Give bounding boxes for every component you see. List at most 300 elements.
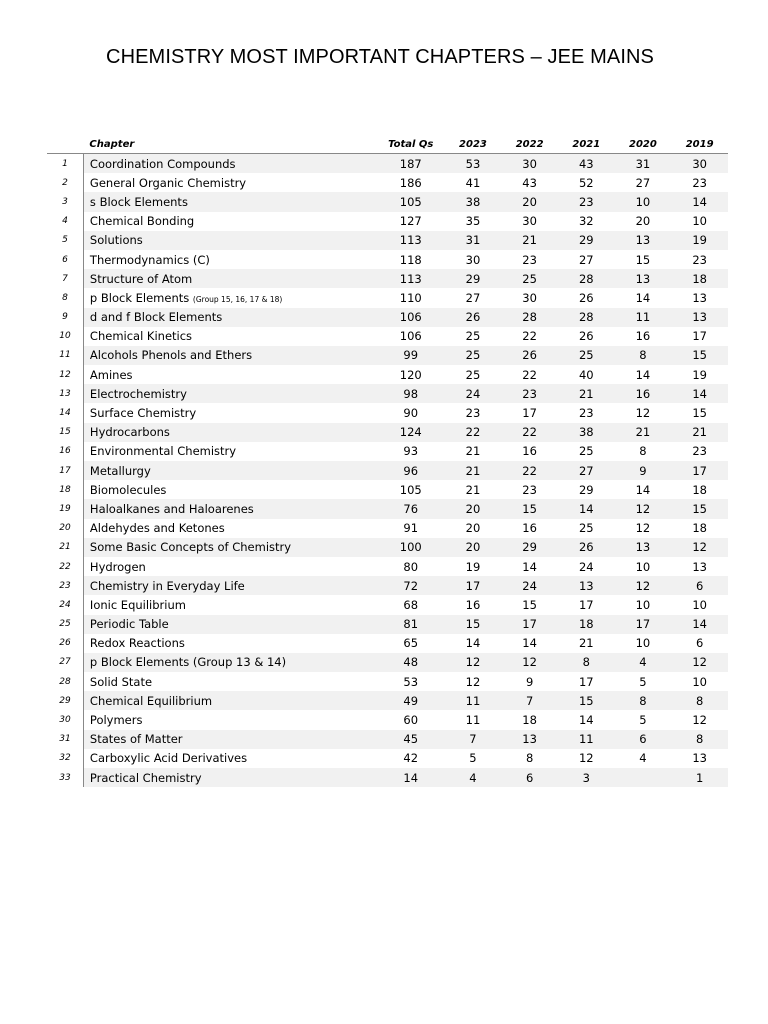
row-index: 29 <box>47 691 83 710</box>
table-row <box>47 538 728 557</box>
row-index: 21 <box>47 538 83 557</box>
chapter-name <box>83 384 376 403</box>
count-2023: 19 <box>465 559 481 574</box>
table-row <box>47 653 728 672</box>
header-index <box>47 135 83 154</box>
count-2022: 29 <box>501 538 558 557</box>
count-2020: 12 <box>615 576 672 595</box>
count-2023: 53 <box>445 154 502 174</box>
row-index: 26 <box>47 634 83 653</box>
table-row <box>47 346 728 365</box>
count-2019: 8 <box>671 730 728 749</box>
row-index: 6 <box>47 250 83 269</box>
chapter-label: Carboxylic Acid Derivatives <box>89 751 248 766</box>
count-2021: 3 <box>558 768 615 787</box>
table-row <box>47 212 728 231</box>
row-index: 4 <box>47 212 83 231</box>
total-qs: 100 <box>377 538 445 557</box>
count-2022: 17 <box>501 615 558 634</box>
row-index: 13 <box>47 384 83 403</box>
count-2019: 13 <box>671 308 728 327</box>
chapters-table <box>47 135 728 787</box>
row-index: 32 <box>47 749 83 768</box>
total-qs: 81 <box>377 615 445 634</box>
row-index: 11 <box>47 346 83 365</box>
count-2021: 25 <box>578 521 594 536</box>
chapter-name <box>83 768 376 787</box>
table-row <box>47 576 728 595</box>
chapter-name <box>83 749 376 768</box>
chapter-name <box>83 653 376 672</box>
count-2020: 14 <box>635 482 651 497</box>
table-row <box>47 423 728 442</box>
count-2022: 15 <box>501 499 558 518</box>
count-2022: 20 <box>501 192 558 211</box>
count-2022: 30 <box>501 154 558 174</box>
count-2021: 25 <box>578 444 594 459</box>
count-2019: 19 <box>692 367 707 382</box>
row-index: 22 <box>47 557 83 576</box>
total-qs: 45 <box>377 730 445 749</box>
total-qs: 60 <box>403 713 419 728</box>
chapter-label: s Block Elements <box>89 194 188 209</box>
count-2019: 18 <box>692 482 707 497</box>
table-row <box>47 154 728 174</box>
count-2019: 15 <box>692 406 707 421</box>
count-2020: 9 <box>615 461 672 480</box>
row-index: 27 <box>47 653 83 672</box>
row-index: 8 <box>47 288 83 307</box>
chapter-name <box>83 423 376 442</box>
table-row <box>47 442 728 461</box>
table-row <box>47 615 728 634</box>
row-index: 17 <box>47 461 83 480</box>
chapter-label: Some Basic Concepts of Chemistry <box>89 540 292 555</box>
count-2022: 28 <box>501 308 558 327</box>
chapter-name <box>83 672 376 691</box>
count-2023: 17 <box>445 576 502 595</box>
chapter-label: Practical Chemistry <box>89 770 202 785</box>
count-2021: 17 <box>578 674 594 689</box>
chapter-label: Solid State <box>89 674 153 689</box>
count-2020: 11 <box>615 308 672 327</box>
table-row <box>47 557 728 576</box>
chapter-name <box>83 576 376 595</box>
chapter-label: Electrochemistry <box>89 386 187 401</box>
chapter-name <box>83 250 376 269</box>
chapter-label: Chemistry in Everyday Life <box>89 578 245 593</box>
count-2022: 30 <box>522 214 537 229</box>
count-2019: 23 <box>692 444 707 459</box>
chapter-label: Amines <box>89 367 133 382</box>
chapter-label: Periodic Table <box>89 617 169 632</box>
count-2022: 24 <box>501 576 558 595</box>
count-2021: 28 <box>558 269 615 288</box>
chapter-name <box>83 538 376 557</box>
count-2021: 27 <box>578 252 594 267</box>
count-2019: 13 <box>692 290 707 305</box>
count-2023: 38 <box>445 192 502 211</box>
count-2022: 14 <box>522 636 537 651</box>
count-2020: 21 <box>615 423 672 442</box>
total-qs: 48 <box>377 653 445 672</box>
count-2022: 16 <box>522 444 537 459</box>
count-2023: 25 <box>465 329 481 344</box>
count-2019: 13 <box>692 751 707 766</box>
count-2019: 23 <box>692 175 707 190</box>
chapter-name <box>83 519 376 538</box>
table-row <box>47 730 728 749</box>
header-2019: 2019 <box>671 135 728 154</box>
count-2020: 20 <box>635 214 651 229</box>
chapter-label: Surface Chemistry <box>89 406 197 421</box>
count-2023: 21 <box>465 482 481 497</box>
count-2023: 31 <box>445 231 502 250</box>
total-qs: 99 <box>377 346 445 365</box>
chapter-name <box>83 691 376 710</box>
count-2021: 18 <box>558 615 615 634</box>
table-row <box>47 749 728 768</box>
chapter-name <box>83 231 376 250</box>
table-row <box>47 288 728 307</box>
chapter-name <box>83 192 376 211</box>
count-2023: 11 <box>445 691 502 710</box>
count-2021: 12 <box>578 751 594 766</box>
chapter-label: Alcohols Phenols and Ethers <box>89 348 253 363</box>
chapter-label: Hydrogen <box>89 559 146 574</box>
count-2022: 14 <box>522 559 537 574</box>
chapter-label: Chemical Kinetics <box>89 329 193 344</box>
count-2020: 6 <box>615 730 672 749</box>
count-2020: 10 <box>615 192 672 211</box>
total-qs: 72 <box>377 576 445 595</box>
total-qs: 124 <box>377 423 445 442</box>
count-2023: 24 <box>445 384 502 403</box>
count-2020: 8 <box>615 691 672 710</box>
count-2021: 29 <box>558 231 615 250</box>
header-2022: 2022 <box>501 135 558 154</box>
total-qs: 106 <box>377 308 445 327</box>
count-2021: 14 <box>558 499 615 518</box>
chapter-label: Structure of Atom <box>89 271 193 286</box>
chapter-label: Environmental Chemistry <box>89 444 237 459</box>
table-row <box>47 461 728 480</box>
count-2023: 4 <box>445 768 502 787</box>
count-2020: 10 <box>635 636 651 651</box>
count-2023: 20 <box>465 521 481 536</box>
count-2019: 30 <box>671 154 728 174</box>
count-2019: 14 <box>671 192 728 211</box>
count-2022: 9 <box>525 674 534 689</box>
count-2020: 12 <box>615 499 672 518</box>
count-2022: 22 <box>522 329 537 344</box>
count-2020: 13 <box>615 269 672 288</box>
chapter-name <box>83 461 376 480</box>
total-qs: 127 <box>399 214 422 229</box>
chapter-name <box>83 269 376 288</box>
table-row <box>47 327 728 346</box>
row-index: 23 <box>47 576 83 595</box>
count-2023: 12 <box>445 653 502 672</box>
count-2021: 17 <box>578 597 594 612</box>
chapter-label: Redox Reactions <box>89 636 185 651</box>
count-2020: 5 <box>639 713 647 728</box>
total-qs: 105 <box>399 482 422 497</box>
count-2019: 10 <box>692 674 707 689</box>
table-row <box>47 691 728 710</box>
count-2020: 12 <box>635 406 651 421</box>
total-qs: 106 <box>399 329 422 344</box>
count-2020: 27 <box>635 175 651 190</box>
count-2022: 43 <box>522 175 537 190</box>
chapter-label: Coordination Compounds <box>89 156 236 171</box>
count-2020: 8 <box>615 346 672 365</box>
table-row <box>47 250 728 269</box>
row-index: 24 <box>47 595 83 614</box>
count-2023: 29 <box>445 269 502 288</box>
chapter-label: p Block Elements <box>89 290 190 305</box>
count-2023: 21 <box>465 444 481 459</box>
total-qs: 76 <box>377 499 445 518</box>
count-2021: 43 <box>558 154 615 174</box>
count-2019: 19 <box>671 231 728 250</box>
count-2019: 6 <box>671 576 728 595</box>
row-index: 30 <box>47 710 83 729</box>
header-2021: 2021 <box>558 135 615 154</box>
count-2022: 22 <box>501 423 558 442</box>
count-2023: 22 <box>445 423 502 442</box>
chapter-name <box>83 403 376 422</box>
count-2019: 12 <box>692 713 707 728</box>
count-2019: 1 <box>671 768 728 787</box>
total-qs: 105 <box>377 192 445 211</box>
chapter-label: Chemical Equilibrium <box>89 693 213 708</box>
count-2022: 21 <box>501 231 558 250</box>
total-qs: 113 <box>377 269 445 288</box>
count-2021: 27 <box>558 461 615 480</box>
count-2022: 26 <box>501 346 558 365</box>
count-2023: 35 <box>465 214 481 229</box>
header-2023: 2023 <box>445 135 502 154</box>
count-2019: 14 <box>671 615 728 634</box>
count-2020: 16 <box>635 329 651 344</box>
count-2023: 41 <box>465 175 481 190</box>
count-2020 <box>615 768 672 787</box>
chapter-name <box>83 442 376 461</box>
count-2022: 30 <box>522 290 537 305</box>
chapter-label: Hydrocarbons <box>89 425 170 440</box>
chapter-label: Ionic Equilibrium <box>89 597 186 612</box>
chapter-name <box>83 499 376 518</box>
row-index: 2 <box>47 173 83 192</box>
header-2020: 2020 <box>615 135 672 154</box>
header-chapter: Chapter <box>83 135 376 154</box>
count-2019: 17 <box>692 329 707 344</box>
chapter-label: Aldehydes and Ketones <box>89 521 225 536</box>
count-2021: 15 <box>558 691 615 710</box>
count-2023: 20 <box>445 499 502 518</box>
count-2020: 4 <box>639 751 647 766</box>
chapter-name <box>83 557 376 576</box>
chapter-label: d and f Block Elements <box>89 310 223 325</box>
total-qs: 53 <box>403 674 419 689</box>
count-2019: 13 <box>692 559 707 574</box>
count-2022: 8 <box>525 751 534 766</box>
chapter-name <box>83 634 376 653</box>
row-index: 1 <box>47 154 83 174</box>
chapter-label: Haloalkanes and Haloarenes <box>89 501 254 516</box>
row-index: 31 <box>47 730 83 749</box>
count-2020: 31 <box>615 154 672 174</box>
page-title: CHEMISTRY MOST IMPORTANT CHAPTERS – JEE MAINS <box>106 46 654 68</box>
count-2020: 15 <box>635 252 651 267</box>
count-2023: 27 <box>465 290 481 305</box>
count-2021: 40 <box>578 367 594 382</box>
count-2020: 16 <box>615 384 672 403</box>
row-index: 3 <box>47 192 83 211</box>
count-2023: 14 <box>465 636 481 651</box>
count-2020: 14 <box>635 367 651 382</box>
count-2022: 6 <box>501 768 558 787</box>
total-qs: 80 <box>403 559 419 574</box>
table-row <box>47 499 728 518</box>
count-2023: 23 <box>465 406 481 421</box>
count-2019: 17 <box>671 461 728 480</box>
chapter-name <box>83 288 376 307</box>
total-qs: 98 <box>377 384 445 403</box>
chapter-label: Thermodynamics (C) <box>89 252 210 267</box>
total-qs: 118 <box>399 252 422 267</box>
total-qs: 65 <box>403 636 419 651</box>
row-index: 25 <box>47 615 83 634</box>
header-total: Total Qs <box>377 135 445 154</box>
count-2020: 10 <box>635 597 651 612</box>
count-2021: 21 <box>558 384 615 403</box>
row-index: 5 <box>47 231 83 250</box>
chapter-name <box>83 480 376 499</box>
count-2023: 12 <box>465 674 481 689</box>
count-2022: 16 <box>522 521 537 536</box>
count-2023: 5 <box>469 751 477 766</box>
count-2021: 28 <box>558 308 615 327</box>
table-row <box>47 192 728 211</box>
table-header-row <box>47 135 728 154</box>
count-2019: 6 <box>695 636 704 651</box>
count-2023: 21 <box>445 461 502 480</box>
count-2021: 8 <box>558 653 615 672</box>
count-2023: 30 <box>465 252 481 267</box>
table-row <box>47 365 728 384</box>
chapter-label: States of Matter <box>89 732 183 747</box>
total-qs: 49 <box>377 691 445 710</box>
count-2019: 21 <box>671 423 728 442</box>
count-2021: 11 <box>558 730 615 749</box>
count-2021: 14 <box>578 713 594 728</box>
table-row <box>47 768 728 787</box>
count-2022: 12 <box>501 653 558 672</box>
count-2020: 8 <box>639 444 647 459</box>
table-row <box>47 710 728 729</box>
row-index: 18 <box>47 480 83 499</box>
total-qs: 91 <box>403 521 419 536</box>
chapter-name <box>83 308 376 327</box>
table-row <box>47 595 728 614</box>
row-index: 12 <box>47 365 83 384</box>
count-2023: 16 <box>465 597 481 612</box>
count-2021: 21 <box>578 636 594 651</box>
count-2019: 14 <box>671 384 728 403</box>
total-qs: 186 <box>399 175 422 190</box>
count-2022: 13 <box>501 730 558 749</box>
count-2022: 7 <box>501 691 558 710</box>
count-2019: 15 <box>671 499 728 518</box>
count-2020: 12 <box>635 521 651 536</box>
total-qs: 120 <box>399 367 422 382</box>
count-2022: 15 <box>522 597 537 612</box>
table-row <box>47 231 728 250</box>
total-qs: 68 <box>403 597 419 612</box>
count-2020: 5 <box>639 674 647 689</box>
count-2022: 23 <box>522 482 537 497</box>
count-2022: 23 <box>522 252 537 267</box>
chapter-label: Solutions <box>89 233 143 248</box>
total-qs: 110 <box>399 290 422 305</box>
count-2020: 17 <box>615 615 672 634</box>
chapter-name <box>83 595 376 614</box>
row-index: 14 <box>47 403 83 422</box>
count-2019: 18 <box>692 521 707 536</box>
count-2019: 10 <box>692 597 707 612</box>
count-2020: 10 <box>635 559 651 574</box>
count-2019: 12 <box>671 538 728 557</box>
chapter-label: Chemical Bonding <box>89 214 195 229</box>
chapter-name <box>83 212 376 231</box>
total-qs: 42 <box>403 751 419 766</box>
table-row <box>47 672 728 691</box>
row-index: 19 <box>47 499 83 518</box>
chapter-name <box>83 365 376 384</box>
count-2019: 10 <box>692 214 707 229</box>
count-2021: 23 <box>578 406 594 421</box>
count-2021: 13 <box>558 576 615 595</box>
count-2021: 52 <box>578 175 594 190</box>
total-qs: 187 <box>377 154 445 174</box>
count-2019: 8 <box>671 691 728 710</box>
table-row <box>47 269 728 288</box>
count-2020: 4 <box>615 653 672 672</box>
count-2021: 32 <box>578 214 594 229</box>
chapter-name <box>83 710 376 729</box>
chapter-label: Biomolecules <box>89 482 167 497</box>
count-2022: 17 <box>522 406 537 421</box>
count-2020: 13 <box>615 231 672 250</box>
count-2019: 15 <box>671 346 728 365</box>
chapter-label: General Organic Chemistry <box>89 175 247 190</box>
table-row <box>47 403 728 422</box>
count-2022: 23 <box>501 384 558 403</box>
chapter-note: (Group 15, 16, 17 & 18) <box>192 294 283 304</box>
count-2019: 12 <box>671 653 728 672</box>
count-2020: 14 <box>635 290 651 305</box>
row-index: 9 <box>47 308 83 327</box>
table-row <box>47 173 728 192</box>
chapter-label: Metallurgy <box>89 463 151 478</box>
total-qs: 96 <box>377 461 445 480</box>
count-2021: 29 <box>578 482 594 497</box>
total-qs: 113 <box>377 231 445 250</box>
count-2021: 38 <box>558 423 615 442</box>
count-2022: 22 <box>522 367 537 382</box>
